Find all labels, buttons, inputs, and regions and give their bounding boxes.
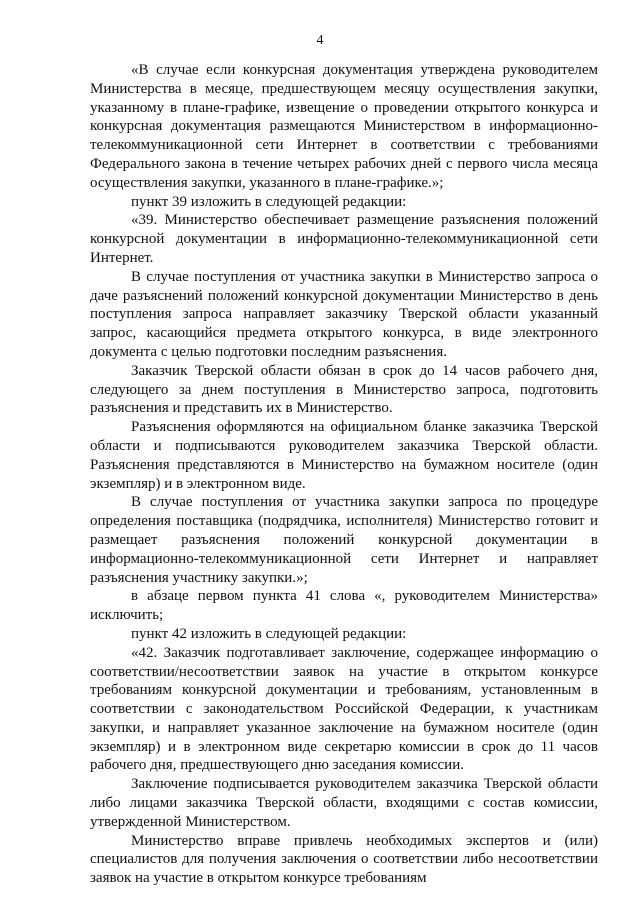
paragraph: пункт 42 изложить в следующей редакции: bbox=[131, 625, 407, 642]
document-body bbox=[90, 61, 598, 888]
page-number: 4 bbox=[316, 33, 324, 48]
paragraph: Заключение подписывается руководителем заказчика Тверской области либо лицами заказчика Тверской области, входящими с состав комиссии, утвержденной Министерством. bbox=[90, 776, 598, 830]
paragraph: «39. Министерство обеспечивает размещение разъяснения положений конкурсной документации в информационно-телекоммуникационной сети Интернет. bbox=[90, 212, 598, 266]
paragraph: пункт 39 изложить в следующей редакции: bbox=[131, 193, 407, 210]
paragraph: «В случае если конкурсная документация утверждена руководителем Министерства в месяце, предшествующем месяцу осуществления закупки, указанному в плане-графике, извещение о проведении открытого конкурса и конкурсная документация размещаются Министерством в информационно-телекоммуникационной сети Интернет в соответствии с требованиями Федерального закона в течение четырех рабочих дней с первого числа месяца осуществления закупки, указанного в плане-графике.»; bbox=[90, 62, 598, 191]
paragraph: В случае поступления от участника закупки запроса по процедуре определения поставщика (подрядчика, исполнителя) Министерство готовит и размещает разъяснения положений конкурсной документации в информационно-телекоммуникационной сети Интернет и направляет разъяснения участнику закупки.»; bbox=[90, 494, 598, 586]
paragraph: Заказчик Тверской области обязан в срок до 14 часов рабочего дня, следующего за днем поступления в Министерство запроса, подготовить разъяснения и представить их в Министерство. bbox=[90, 362, 598, 417]
paragraph: В случае поступления от участника закупки в Министерство запроса о даче разъяснений положений конкурсной документации Министерство в день поступления запроса направляет заказчику Тверской области указанный запрос, касающийся предмета открытого конкурса, в виде электронного документа с целью подготовки последним разъяснения. bbox=[90, 268, 598, 360]
paragraph: «42. Заказчик подготавливает заключение, содержащее информацию о соответствии/несоответствии заявок на участие в открытом конкурсе требованиям конкурсной документации и требованиям, установленным в соответствии с законодательством Российской Федерации, к участникам закупки, и направляет указанное заключение на бумажном носителе (один экземпляр) и в электронном виде секретарю комиссии в срок до 11 часов рабочего дня, предшествующего дню заседания комиссии. bbox=[90, 644, 598, 774]
paragraph: Разъяснения оформляются на официальном бланке заказчика Тверской области и подписываются руководителем заказчика Тверской области. Разъяснения представляются в Министерство на бумажном носителе (один экземпляр) и в электронном виде. bbox=[90, 419, 598, 492]
paragraph: в абзаце первом пункта 41 слова «, руководителем Министерства» исключить; bbox=[90, 588, 598, 624]
paragraph: Министерство вправе привлечь необходимых экспертов и (или) специалистов для получения заключения о соответствии либо несоответствии заявок на участие в открытом конкурсе требованиям bbox=[90, 832, 598, 887]
